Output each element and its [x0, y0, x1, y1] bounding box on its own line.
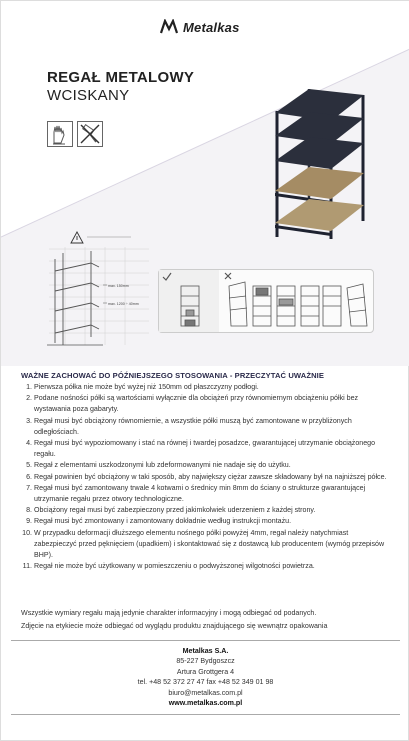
safety-item-text: Regał nie może być użytkowany w pomieszczeniu o podwyższonej wilgotności powietrza.: [34, 562, 315, 571]
safety-item-text: Regał musi być zmontowany i zamontowany dokładnie według instrukcji montażu.: [34, 517, 292, 526]
safety-item-text: Obciążony regał musi być zabezpieczony przed jakimkolwiek uderzeniem z każdej strony.: [34, 506, 316, 515]
safety-item-number: 8.: [26, 506, 32, 515]
diagram-label-max-top: max. 150mm: [108, 284, 129, 288]
safety-item: [21, 561, 391, 572]
shelf-product-illustration: [269, 81, 369, 241]
cross-icon: [225, 273, 231, 279]
safety-item: [21, 516, 391, 527]
company-website[interactable]: www.metalkas.com.pl: [168, 699, 243, 708]
safety-item-text: Regał powinien być obciążony w taki sposób, aby największy ciężar zawsze składowany był na najniższej półce.: [34, 472, 387, 481]
company-footer: [1, 646, 409, 708]
product-title: REGAŁ METALOWY: [47, 69, 195, 86]
diagram-label-max-spacing: max. 1200 ÷ 40mm: [108, 302, 139, 306]
safety-item-text: Regał z elementami uszkodzonymi lub zdeformowanymi nie nadaje się do użytku.: [34, 461, 291, 470]
safety-item: [21, 416, 391, 438]
safety-item-number: 11.: [22, 562, 32, 571]
brand-logo: [159, 19, 240, 35]
safety-item-text: W przypadku deformacji dłuższego elementu nośnego półki powyżej 4mm, regał należy natychmiast zabezpieczyć przed pęknięciem (upadkiem) i skontaktować się z dostawcą lub producentem (wymóg przepisów BHP).: [34, 528, 385, 560]
safety-item: [21, 483, 391, 505]
load-distribution-panel: [158, 269, 374, 333]
brand-name: Metalkas: [183, 19, 240, 35]
safety-item-number: 1.: [26, 383, 32, 391]
company-email[interactable]: biuro@metalkas.com.pl: [168, 688, 243, 697]
safety-item-text: Regał musi być wypoziomowany i stać na równej i twardej posadzce, gwarantującej utrzymanie obciążonego regału.: [34, 439, 376, 459]
safety-item-text: Pierwsza półka nie może być wyżej niż 150mm od płaszczyzny podłogi.: [34, 383, 259, 391]
safety-item-number: 5.: [26, 461, 32, 470]
company-address-line1: 85-227 Bydgoszcz: [176, 657, 235, 666]
safety-item-number: 9.: [26, 517, 32, 526]
safety-item: [21, 528, 391, 562]
safety-item: [21, 472, 391, 483]
safety-item-text: Regał musi być zamontowany trwale 4 kotwami o średnicy min 8mm do ściany o strukturze gwarantującej utrzymanie regału przez otwory technologiczne.: [34, 483, 366, 504]
safety-item: [21, 393, 391, 415]
warning-triangle-icon: [71, 232, 83, 243]
company-name: Metalkas S.A.: [182, 647, 229, 655]
safety-item: [21, 438, 391, 460]
safety-item: [21, 460, 391, 471]
safety-item-text: Regał musi być obciążony równomiernie, a wszystkie półki muszą być zamontowane w przybliżonych odległościach.: [34, 416, 352, 436]
product-subtitle: WCISKANY: [47, 87, 130, 104]
metalkas-logo-icon: [159, 19, 179, 35]
wall-mounting-diagram: [45, 229, 157, 347]
divider-top: [11, 640, 400, 641]
company-address-line2: Artura Grottgera 4: [176, 667, 235, 676]
safety-heading: WAŻNE ZACHOWAĆ DO PÓŹNIEJSZEGO STOSOWANIA - PRZECZYTAĆ UWAŻNIE: [21, 371, 325, 380]
no-hammer-icon: [77, 121, 103, 147]
safety-item-text: Podane nośności półki są wartościami wyłącznie dla obciążeń przy równomiernym obciążeniu półki bez wystawania poza gabaryty.: [34, 394, 359, 414]
safety-item-number: 2.: [26, 394, 32, 403]
safety-item-number: 4.: [26, 439, 32, 448]
safety-item: [21, 382, 391, 393]
safety-instructions-list: [21, 382, 391, 572]
safety-item-number: 7.: [26, 483, 32, 492]
safety-icons: [47, 121, 103, 147]
company-phone: tel. +48 52 372 27 47 fax +48 52 349 01 98: [137, 678, 274, 687]
divider-bottom: [11, 714, 400, 715]
gloves-icon: [47, 121, 73, 147]
dimensions-note: Wszystkie wymiary regału mają jedynie charakter informacyjny i mogą odbiegać od podanych.: [21, 609, 317, 617]
photo-note: Zdjęcie na etykiecie może odbiegać od wyglądu produktu znajdującego się wewnątrz opakowania: [21, 622, 328, 630]
safety-item-number: 6.: [26, 472, 32, 481]
safety-item-number: 3.: [26, 416, 32, 425]
safety-item-number: 10.: [22, 528, 32, 537]
safety-item: [21, 505, 391, 516]
